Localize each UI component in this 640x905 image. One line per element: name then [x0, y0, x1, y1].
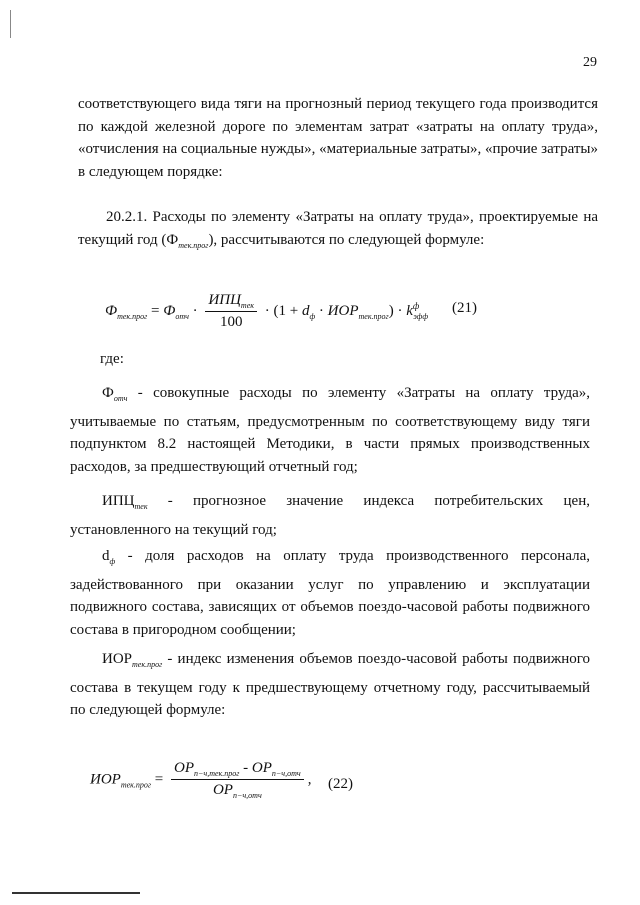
- formula-lhs-subscript: тек.прог: [120, 780, 152, 790]
- formula-d: d: [301, 302, 310, 319]
- formula-f-otch: Ф: [163, 302, 176, 319]
- definition-symbol: ИОР: [102, 651, 133, 667]
- definition-symbol: d: [102, 548, 110, 564]
- scan-margin-mark: [10, 10, 11, 38]
- definition-symbol-subscript: тек.прог: [132, 660, 163, 669]
- numerator-term-b: ОР: [251, 760, 272, 776]
- symbol-f: Ф: [166, 231, 179, 248]
- formula-paren-close: ): [388, 302, 394, 319]
- formula-ior-subscript: тек.прог: [358, 311, 389, 321]
- equation-number-22: (22): [328, 776, 353, 792]
- formula-lhs-subscript: тек.прог: [117, 311, 148, 321]
- formula-dot: ·: [261, 302, 274, 319]
- paragraph-text: ), рассчитываются по следующей формуле:: [208, 231, 485, 248]
- formula-paren-open: (1 +: [273, 302, 302, 319]
- formula-21: [105, 292, 428, 331]
- numerator-term-a-subscript: п−ч,тек.прог: [194, 769, 240, 778]
- formula-k-subscript: эфф: [413, 311, 429, 321]
- definition-symbol: ИПЦ: [102, 493, 135, 509]
- definition-ipc: [70, 490, 590, 541]
- paragraph-20-2-1: [78, 206, 598, 257]
- equation-number-21: (21): [452, 300, 477, 316]
- numerator-minus: -: [239, 760, 252, 776]
- fraction-numerator: [205, 292, 257, 312]
- formula-lhs: Ф: [105, 302, 118, 319]
- definition-d-f: [70, 545, 590, 641]
- formula-k: k: [406, 302, 413, 319]
- numerator-subscript: тек: [240, 301, 254, 310]
- paragraph-intro: соответствующего вида тяги на прогнозный период текущего года производится по каждой железной дороге по элементам затрат «затраты на оплату труда», «отчисления на социальные нужды», «материальные затраты», «прочие затраты» в следующем порядке:: [78, 96, 598, 180]
- fraction-denominator: [171, 780, 304, 800]
- formula-equals: =: [147, 302, 164, 319]
- fraction-numerator: [171, 760, 304, 780]
- definition-text: - индекс изменения объемов поездо-часовой работы подвижного состава в текущем году к предшествующему отчетному году, рассчитываемый по следующей формуле:: [70, 651, 590, 718]
- formula-dot: ·: [188, 302, 202, 319]
- definition-text: - совокупные расходы по элементу «Затраты на оплату труда», учитываемые по статьям, предусмотренным по соответствующему виду тяги подпунктом 8.2 настоящей Методики, в части прямых производственных расходов, за предшествующий отчетный год;: [70, 385, 590, 475]
- definition-symbol-subscript: тек: [134, 502, 148, 511]
- denominator-subscript: п−ч,отч: [232, 791, 262, 800]
- where-label: где:: [100, 351, 124, 367]
- definition-symbol-subscript: ф: [109, 557, 116, 566]
- formula-f-otch-subscript: отч: [175, 311, 189, 321]
- numerator-symbol: ИПЦ: [208, 292, 241, 308]
- definition-ior: [70, 648, 590, 722]
- formula-fraction: [171, 760, 304, 800]
- numerator-term-a: ОР: [174, 760, 194, 776]
- definition-f-otch: [70, 382, 590, 478]
- definition-text: - прогнозное значение индекса потребительских цен, установленного на текущий год;: [70, 493, 590, 538]
- formula-dot: ·: [393, 302, 407, 319]
- formula-k-superscript: ф: [412, 300, 420, 311]
- definition-text: - доля расходов на оплату труда производственного персонала, задействованного при оказании услуг по управлению и эксплуатации подвижного состава, зависящих от объемов поездо-часовой работы подвижного состава в пригородном сообщении;: [70, 548, 590, 638]
- formula-equals: =: [151, 771, 167, 788]
- footer-rule: [12, 892, 140, 894]
- formula-comma: ,: [307, 771, 312, 788]
- numerator-term-b-subscript: п−ч,отч: [271, 769, 301, 778]
- page-number: 29: [583, 55, 597, 70]
- definition-symbol: Ф: [102, 385, 114, 401]
- formula-22: [90, 760, 311, 800]
- fraction-denominator: 100: [219, 314, 243, 330]
- formula-d-subscript: ф: [309, 311, 316, 321]
- formula-ior: ИОР: [327, 302, 359, 319]
- paragraph-text: 20.2.1. Расходы по элементу «Затраты на оплату труда», проектируемые на текущий год (: [78, 209, 598, 248]
- symbol-f-subscript: тек.прог: [178, 240, 209, 250]
- denominator-term: ОР: [212, 782, 233, 798]
- definition-symbol-subscript: отч: [113, 394, 128, 403]
- formula-fraction: [205, 292, 257, 331]
- formula-dot: ·: [315, 302, 328, 319]
- formula-lhs: ИОР: [90, 771, 121, 788]
